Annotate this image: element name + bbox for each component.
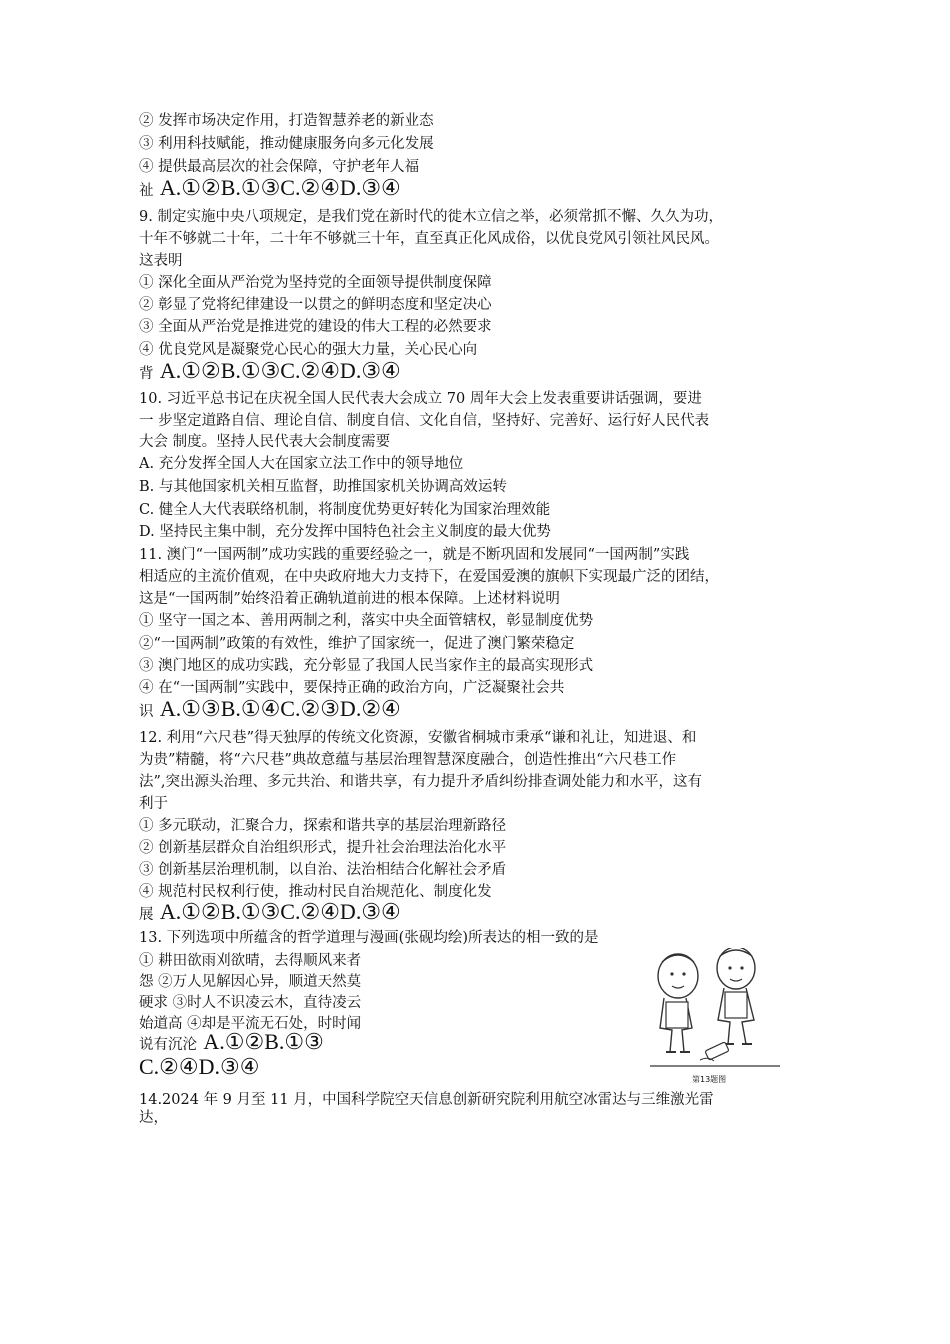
q9-answer-line — [139, 359, 401, 386]
q13-option-line-3: 硬求 ③时人不识凌云木，直待凌云 — [139, 995, 362, 1011]
q12-stem-line-1: 12. 利用“六尺巷”得天独厚的传统文化资源，安徽省桐城市秉承“谦和礼让，知进退、和 — [139, 730, 697, 746]
q14-stem-line-2: 达， — [139, 1110, 168, 1126]
q12-stem-line-2: 为贵”精髓，将“六尺巷”典故意蕴与基层治理智慧深度融合，创造性推出“六尺巷工作 — [139, 752, 677, 768]
q11-option-4-tail: 识 — [139, 704, 154, 720]
q12-option-4-tail: 展 — [139, 907, 154, 923]
q11-option-4: ④ 在“一国两制”实践中，要保持正确的政治方向，广泛凝聚社会共 — [139, 680, 565, 696]
q13-option-line-4: 始道高 ④却是平流无石处，时时闻 — [139, 1016, 362, 1032]
q8-answer-line — [139, 176, 401, 203]
q11-stem-line-1: 11. 澳门“一国两制”成功实践的重要经验之一，就是不断巩固和发展同“一国两制”实践 — [139, 547, 690, 563]
q10-option-a: A. 充分发挥全国人大在国家立法工作中的领导地位 — [139, 456, 464, 472]
q9-option-4-tail: 背 — [139, 366, 154, 382]
q9-stem-line-1: 9. 制定实施中央八项规定，是我们党在新时代的徙木立信之举，必须常抓不懈、久久为功， — [139, 209, 723, 225]
q8-option-3: ③ 利用科技赋能，推动健康服务向多元化发展 — [139, 136, 434, 152]
q12-stem-line-3: 法”,突出源头治理、多元共治、和谐共享，有力提升矛盾纠纷排查调处能力和水平，这有 — [139, 774, 703, 790]
q11-option-3: ③ 澳门地区的成功实践，充分彰显了我国人民当家作主的最高实现形式 — [139, 658, 594, 674]
q12-option-4: ④ 规范村民权利行使，推动村民自治规范化、制度化发 — [139, 884, 492, 900]
q13-option-tail: 说有沉沦 — [139, 1037, 197, 1053]
q13-cartoon-caption: 第13题图 — [692, 1075, 727, 1084]
q13-answer-line-2 — [139, 1055, 259, 1079]
q10-stem-line-3: 大会 制度。坚持人民代表大会制度需要 — [139, 434, 391, 450]
q14-stem-line-1: 14.2024 年 9 月至 11 月，中国科学院空天信息创新研究院利用航空冰雷达与三维激光雷 — [139, 1092, 714, 1108]
q12-answer-line — [139, 900, 401, 927]
q12-option-1: ① 多元联动，汇聚合力，探索和谐共享的基层治理新路径 — [139, 818, 507, 834]
q13-option-line-2: 怨 ②万人见解因心异，顺道天然莫 — [139, 974, 362, 990]
q11-answer-line — [139, 697, 401, 724]
q13-stem: 13. 下列选项中所蕴含的哲学道理与漫画(张砚均绘)所表达的相一致的是 — [139, 930, 599, 946]
q13-option-line-1: ① 耕田欲雨刈欲晴，去得顺风来者 — [139, 953, 362, 969]
q10-option-b: B. 与其他国家机关相互监督，助推国家机关协调高效运转 — [139, 479, 507, 495]
q13-answer-choices-2: C.②④D.③④ — [139, 1054, 260, 1079]
q8-answer-choices: A.①②B.①③C.②④D.③④ — [159, 175, 401, 200]
q8-option-4: ④ 提供最高层次的社会保障，守护老年人福 — [139, 159, 420, 175]
q9-option-3: ③ 全面从严治党是推进党的建设的伟大工程的必然要求 — [139, 319, 492, 335]
q10-stem-line-2: 一 步坚定道路自信、理论自信、制度自信、文化自信，坚持好、完善好、运行好人民代表 — [139, 413, 710, 429]
q12-answer-choices: A.①②B.①③C.②④D.③④ — [159, 899, 401, 924]
q9-option-4: ④ 优良党风是凝聚党心民心的强大力量，关心民心向 — [139, 342, 478, 358]
q9-stem-line-3: 这表明 — [139, 253, 183, 269]
q11-option-2: ②“一国两制”政策的有效性，维护了国家统一，促进了澳门繁荣稳定 — [139, 636, 575, 652]
q12-option-2: ② 创新基层群众自治组织形式，提升社会治理法治化水平 — [139, 840, 507, 856]
q11-answer-choices: A.①③B.①④C.②③D.②④ — [159, 696, 401, 721]
q9-stem-line-2: 十年不够就二十年，二十年不够就三十年，直至真正化风成俗，以优良党风引领社风民风。 — [139, 231, 719, 247]
q11-option-1: ① 坚守一国之本、善用两制之利，落实中央全面管辖权，彰显制度优势 — [139, 613, 594, 629]
q10-option-c: C. 健全人大代表联络机制，将制度优势更好转化为国家治理效能 — [139, 502, 551, 518]
q13-cartoon-illustration — [650, 948, 780, 1068]
q13-answer-choices-1: A.①②B.①③ — [203, 1029, 324, 1054]
q9-option-1: ① 深化全面从严治党为坚持党的全面领导提供制度保障 — [139, 275, 492, 291]
q8-option-2: ② 发挥市场决定作用，打造智慧养老的新业态 — [139, 113, 434, 129]
q11-stem-line-2: 相适应的主流价值观，在中央政府地大力支持下，在爱国爱澳的旗帜下实现最广泛的团结， — [139, 569, 719, 585]
q12-stem-line-4: 利于 — [139, 796, 168, 812]
q9-option-2: ② 彰显了党将纪律建设一以贯之的鲜明态度和坚定决心 — [139, 297, 492, 313]
q13-answer-line-1 — [139, 1030, 324, 1057]
q10-stem-line-1: 10. 习近平总书记在庆祝全国人民代表大会成立 70 周年大会上发表重要讲话强调，要进 — [139, 391, 702, 407]
q11-stem-line-3: 这是“一国两制”始终沿着正确轨道前进的根本保障。上述材料说明 — [139, 591, 560, 607]
q10-option-d: D. 坚持民主集中制，充分发挥中国特色社会主义制度的最大优势 — [139, 524, 551, 540]
q12-option-3: ③ 创新基层治理机制，以自治、法治相结合化解社会矛盾 — [139, 862, 507, 878]
q9-answer-choices: A.①②B.①③C.②④D.③④ — [159, 358, 401, 383]
q8-option-4-tail: 祉 — [139, 183, 154, 199]
